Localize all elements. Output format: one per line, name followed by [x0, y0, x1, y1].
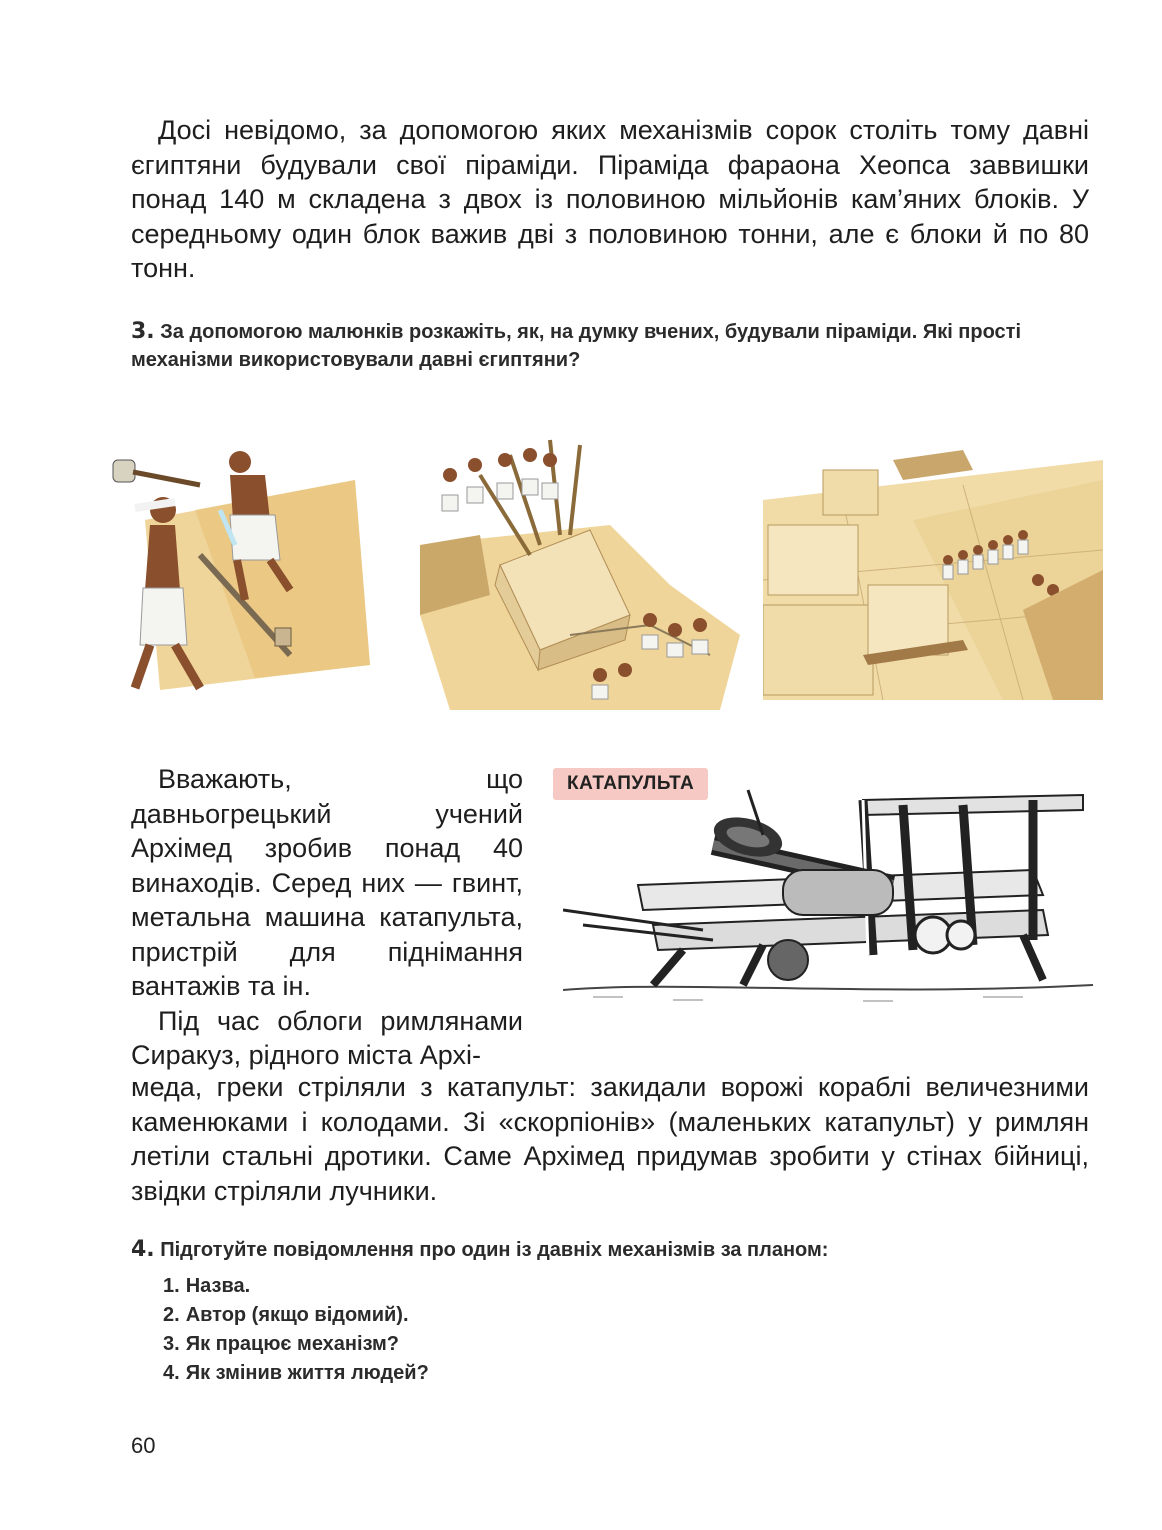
- archimedes-paragraph-2-continued: меда, греки стріляли з катапульт: закидали ворожі кораблі величезними каменюками і колодами. Зі «скорпіонів» (маленьких катапульт) у римлян летіли стальні дротики. Саме Архімед придумав зробити у стінах бійниці, звідки стріляли лучники.: [131, 1072, 1089, 1206]
- intro-paragraph: Досі невідомо, за допомогою яких механізмів сорок століть тому давні єгиптяни будували свої піраміди. Піраміда фараона Хеопса заввишки понад 140 м складена з двох із половиною мільйонів кам’яних блоків. У середньому один блок важив дві з половиною тонни, але є блоки й по 80 тонн.: [131, 115, 1089, 283]
- plan-item: 4. Як змінив життя людей?: [163, 1362, 429, 1384]
- task-4-text: Підготуйте повідомлення про один із давніх механізмів за планом:: [160, 1239, 829, 1261]
- sledge-blocks-illustration: [763, 440, 1103, 700]
- page-number: 60: [131, 1433, 156, 1458]
- plan-item: 3. Як працює механізм?: [163, 1333, 400, 1355]
- catapult-illustration: [563, 775, 1093, 1015]
- plan-item: 1. Назва.: [163, 1275, 251, 1297]
- lever-block-illustration: [420, 435, 740, 710]
- archimedes-paragraph-1: Вважають, що давньогрецький учений Архімед зробив понад 40 винаходів. Серед них — гвинт, метальна машина катапульта, пристрій для піднімання вантажів та ін.: [131, 764, 523, 1001]
- archimedes-paragraph-2-start: Під час облоги римлянами Сиракуз, рідного міста Архі-: [131, 1005, 523, 1070]
- task-3: [131, 318, 1089, 374]
- stone-cutting-illustration: [105, 450, 380, 695]
- task-3-number: 3.: [131, 319, 155, 344]
- task-3-text: За допомогою малюнків розкажіть, як, на думку вчених, будували піраміди. Які прості механізми використовували давні єгиптяни?: [131, 321, 1022, 371]
- task-4: [131, 1236, 1089, 1264]
- task-4-number: 4.: [131, 1237, 155, 1262]
- plan-list: [163, 1272, 429, 1388]
- catapult-label: КАТАПУЛЬТА: [553, 768, 708, 800]
- plan-item: 2. Автор (якщо відомий).: [163, 1304, 409, 1326]
- archimedes-text-column: [131, 762, 523, 1073]
